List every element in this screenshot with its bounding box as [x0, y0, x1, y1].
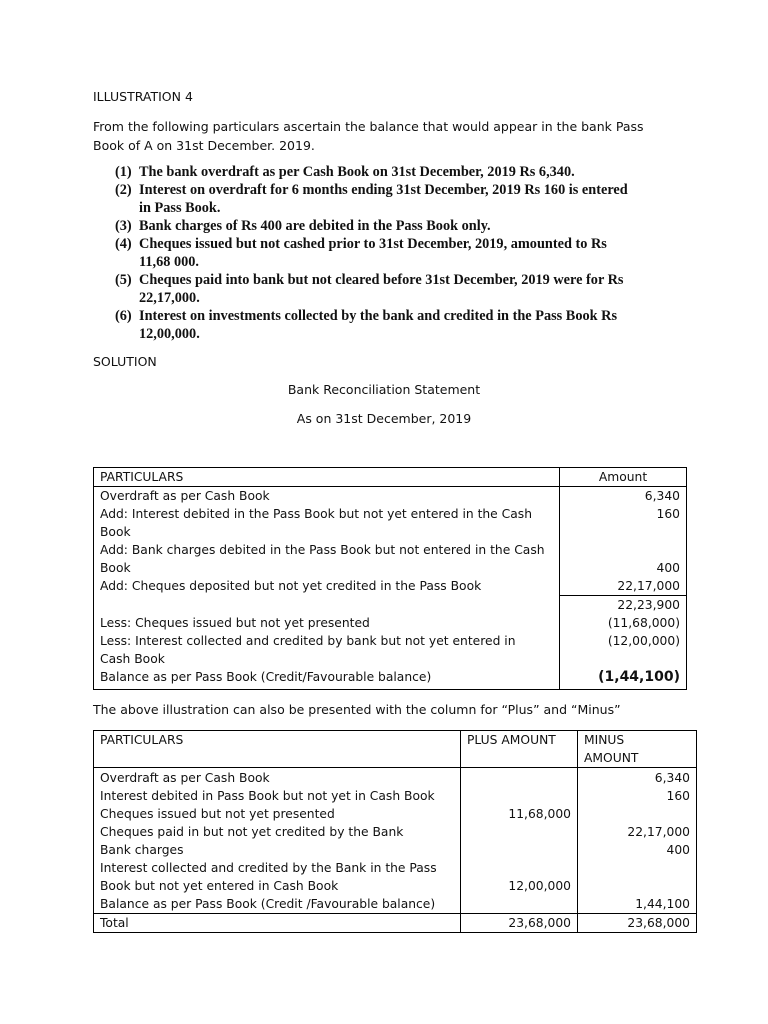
subtotal-row: 22,23,900: [94, 596, 687, 615]
table-row: Overdraft as per Cash Book 6,340: [94, 487, 687, 506]
statement-date: As on 31st December, 2019: [296, 411, 472, 426]
illustration-heading: ILLUSTRATION 4: [93, 89, 193, 104]
table-row: Interest debited in Pass Book but not yet in Cash Book 160: [94, 787, 697, 805]
intro-line-1: From the following particulars ascertain the balance that would appear in the bank Pass: [93, 119, 644, 134]
table-header-row: [94, 468, 687, 487]
plus-minus-table: [93, 730, 697, 933]
intro-line-2: Book of A on 31st December. 2019.: [93, 138, 315, 153]
table-row: Add: Cheques deposited but not yet credited in the Pass Book 22,17,000: [94, 577, 687, 596]
table-row: Bank charges 400: [94, 841, 697, 859]
table-row: Cheques paid in but not yet credited by the Bank 22,17,000: [94, 823, 697, 841]
minus-amount-header: MINUS AMOUNT: [578, 731, 697, 768]
amount-header: Amount: [560, 468, 687, 487]
table-row: Balance as per Pass Book (Credit /Favourable balance) 1,44,100: [94, 895, 697, 914]
caption-text: The above illustration can also be presented with the column for “Plus” and “Minus”: [93, 702, 621, 717]
table-row: Less: Cheques issued but not yet presented (11,68,000): [94, 614, 687, 632]
particulars-header: PARTICULARS: [94, 468, 560, 487]
table-row: Book but not yet entered in Cash Book 12,00,000: [94, 877, 697, 895]
table-row: Less: Interest collected and credited by bank but not yet entered in Cash Book (12,00,000): [94, 632, 687, 668]
table-row: Cheques issued but not yet presented 11,68,000: [94, 805, 697, 823]
plus-amount-header: PLUS AMOUNT: [461, 731, 578, 768]
table-row: Add: Interest debited in the Pass Book but not yet entered in the Cash Book 160: [94, 505, 687, 541]
statement-title: Bank Reconciliation Statement: [287, 382, 481, 397]
balance-row: Balance as per Pass Book (Credit/Favourable balance) (1,44,100): [94, 668, 687, 690]
table-row: Overdraft as per Cash Book 6,340: [94, 768, 697, 788]
table-header-row: [94, 731, 697, 768]
table-row: Interest collected and credited by the Bank in the Pass: [94, 859, 697, 877]
total-row: Total 23,68,000 23,68,000: [94, 914, 697, 933]
solution-label: SOLUTION: [93, 354, 157, 369]
table-row: Add: Bank charges debited in the Pass Book but not entered in the Cash Book 400: [94, 541, 687, 577]
reconciliation-table: [93, 467, 687, 690]
particulars-header: PARTICULARS: [94, 731, 461, 768]
